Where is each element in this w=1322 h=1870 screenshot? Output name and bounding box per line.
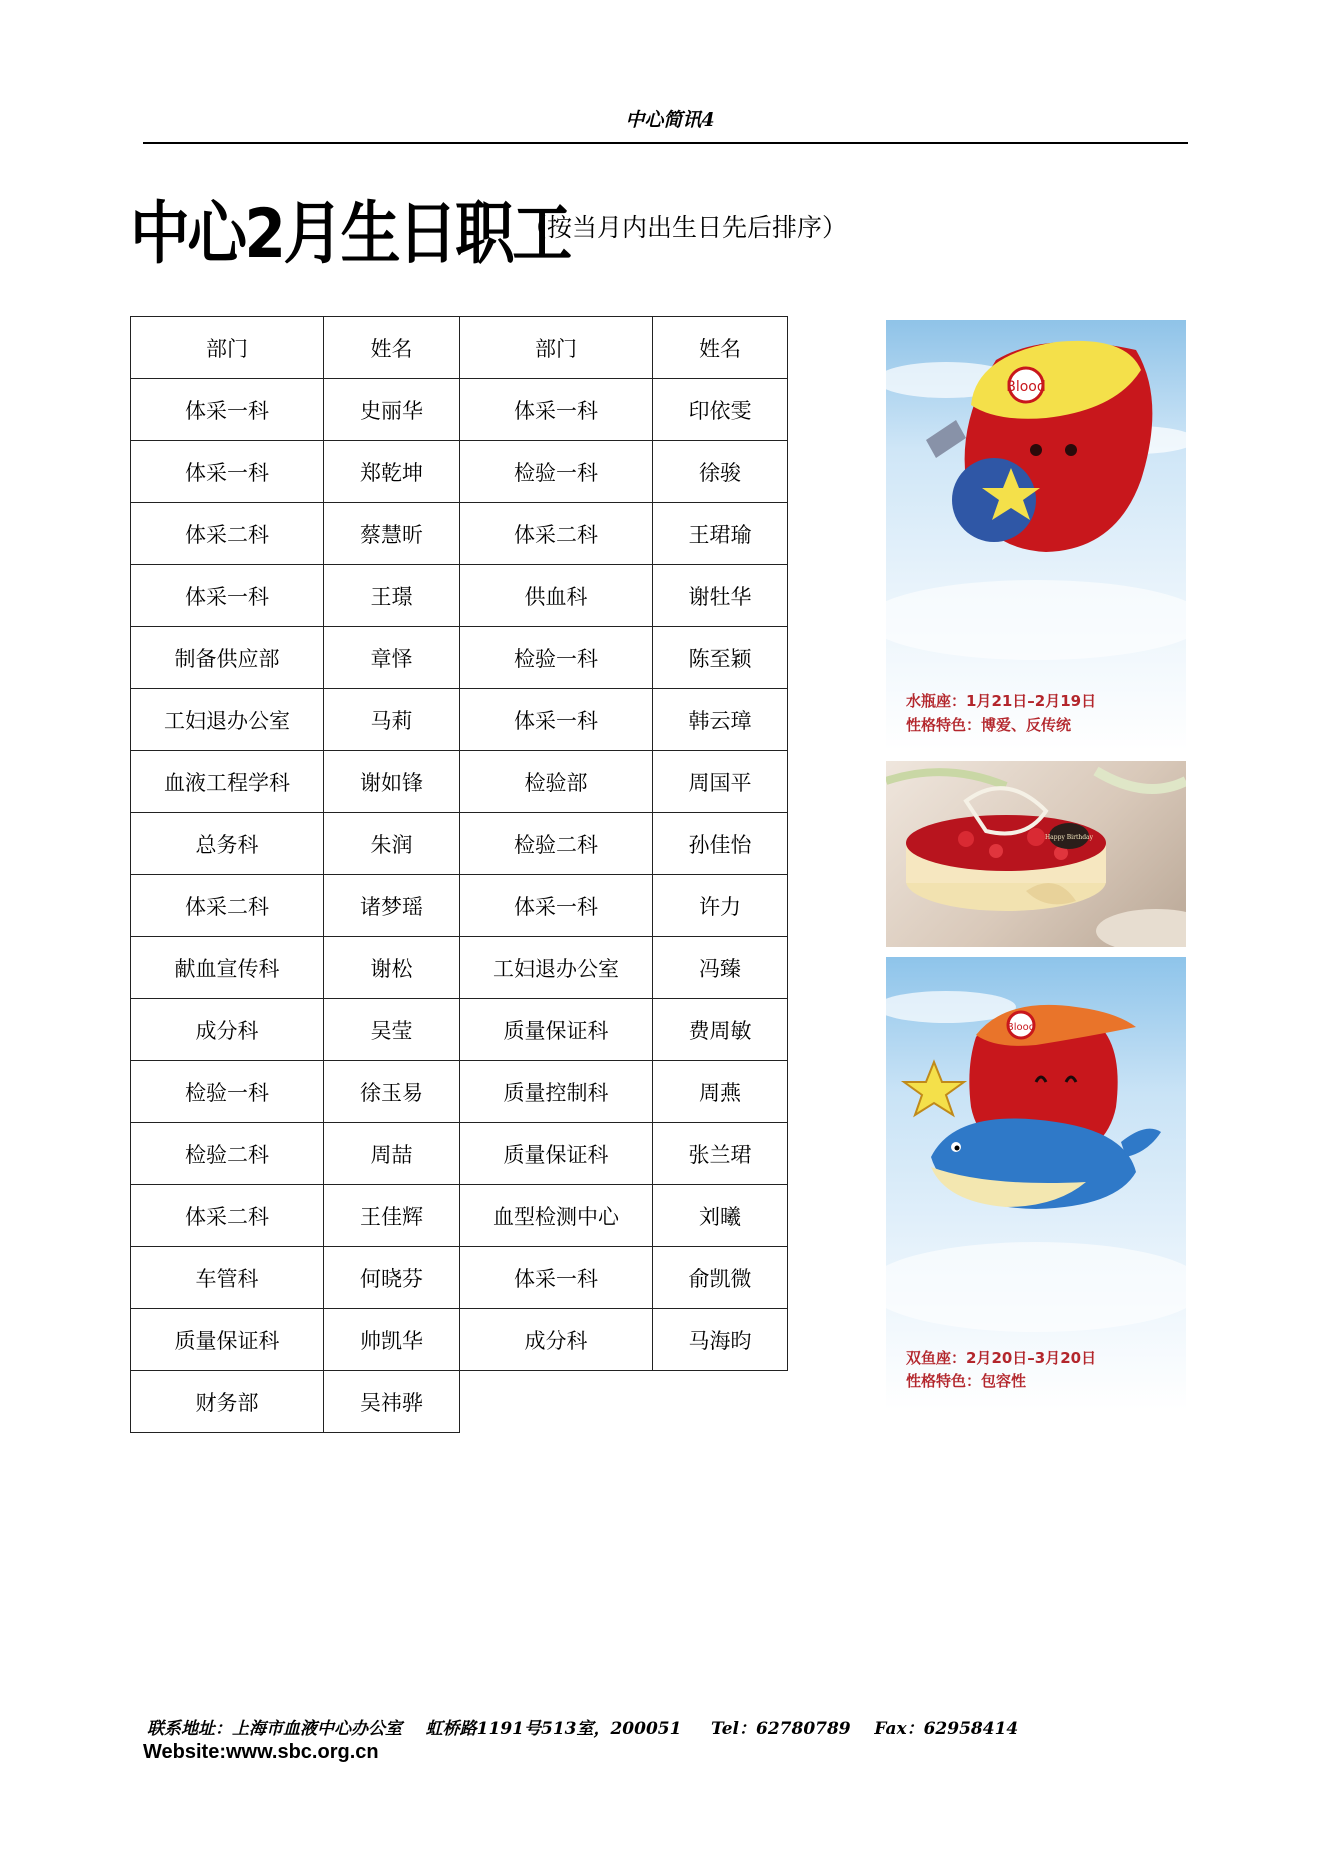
department-cell: 体采二科 (460, 503, 653, 565)
department-cell: 检验二科 (131, 1123, 324, 1185)
employee-name-cell: 冯臻 (653, 937, 788, 999)
department-cell: 质量保证科 (460, 999, 653, 1061)
birthday-table (130, 316, 788, 1433)
employee-name-cell: 周燕 (653, 1061, 788, 1123)
department-cell: 体采一科 (460, 689, 653, 751)
table-row (131, 1309, 788, 1371)
department-cell: 工妇退办公室 (131, 689, 324, 751)
aquarius-panel (886, 320, 1186, 751)
employee-name-cell: 印依雯 (653, 379, 788, 441)
employee-name-cell: 张兰珺 (653, 1123, 788, 1185)
table-row (131, 813, 788, 875)
employee-name-cell: 吴祎骅 (324, 1371, 460, 1433)
employee-name-cell: 谢松 (324, 937, 460, 999)
employee-name-cell: 朱润 (324, 813, 460, 875)
department-cell: 成分科 (460, 1309, 653, 1371)
newsletter-title: 中心简讯4 (625, 109, 715, 131)
department-cell: 工妇退办公室 (460, 937, 653, 999)
department-cell: 体采二科 (131, 503, 324, 565)
pisces-mascot-image (886, 957, 1186, 1410)
department-cell: 体采二科 (131, 1185, 324, 1247)
aquarius-dates: 水瓶座：1月21日–2月19日 (906, 692, 1097, 710)
department-cell: 检验一科 (460, 627, 653, 689)
page-title: 中心2月生日职工 (130, 195, 570, 274)
employee-name-cell: 韩云璋 (653, 689, 788, 751)
pisces-badge-text: Blood (1006, 1022, 1036, 1033)
department-cell: 总务科 (131, 813, 324, 875)
table-row (131, 875, 788, 937)
table-row (131, 1061, 788, 1123)
department-cell: 车管科 (131, 1247, 324, 1309)
department-cell: 体采一科 (460, 1247, 653, 1309)
employee-name-cell: 陈至颖 (653, 627, 788, 689)
employee-name-cell: 何晓芬 (324, 1247, 460, 1309)
employee-name-cell: 徐骏 (653, 441, 788, 503)
table-row (131, 937, 788, 999)
aquarius-mascot-image (886, 320, 1186, 751)
employee-name-cell: 史丽华 (324, 379, 460, 441)
header-name: 姓名 (653, 317, 788, 379)
website-link[interactable]: Website:www.sbc.org.cn (143, 1741, 379, 1763)
birthday-cake-image (886, 761, 1186, 947)
employee-name-cell: 谢如锋 (324, 751, 460, 813)
department-cell: 检验部 (460, 751, 653, 813)
department-cell: 体采一科 (131, 441, 324, 503)
pisces-dates: 双鱼座：2月20日–3月20日 (906, 1349, 1097, 1367)
department-cell: 检验一科 (131, 1061, 324, 1123)
aquarius-badge-text: Blood (1006, 379, 1046, 395)
employee-name-cell: 马海昀 (653, 1309, 788, 1371)
employee-name-cell: 俞凯微 (653, 1247, 788, 1309)
employee-name-cell: 诸梦瑶 (324, 875, 460, 937)
employee-name-cell: 章怿 (324, 627, 460, 689)
department-cell: 供血科 (460, 565, 653, 627)
birthday-cake-panel (886, 761, 1186, 947)
table-row (131, 627, 788, 689)
department-cell: 质量保证科 (460, 1123, 653, 1185)
table-row (131, 379, 788, 441)
header-name: 姓名 (324, 317, 460, 379)
department-cell: 财务部 (131, 1371, 324, 1433)
header-department: 部门 (131, 317, 324, 379)
cake-topper-text: Happy Birthday (1044, 834, 1094, 841)
pisces-panel (886, 957, 1186, 1410)
employee-name-cell: 帅凯华 (324, 1309, 460, 1371)
department-cell: 体采一科 (460, 875, 653, 937)
employee-name-cell: 周国平 (653, 751, 788, 813)
table-header-row (131, 317, 788, 379)
employee-name-cell: 王珺瑜 (653, 503, 788, 565)
table-row (131, 1185, 788, 1247)
department-cell: 血液工程学科 (131, 751, 324, 813)
table-row (131, 999, 788, 1061)
department-cell: 质量控制科 (460, 1061, 653, 1123)
employee-name-cell: 吴莹 (324, 999, 460, 1061)
department-cell: 体采一科 (131, 565, 324, 627)
empty-cell (460, 1371, 653, 1433)
employee-name-cell: 王佳辉 (324, 1185, 460, 1247)
employee-name-cell: 王璟 (324, 565, 460, 627)
employee-name-cell: 谢牡华 (653, 565, 788, 627)
department-cell: 检验二科 (460, 813, 653, 875)
table-row (131, 441, 788, 503)
table-row (131, 503, 788, 565)
department-cell: 成分科 (131, 999, 324, 1061)
header-department: 部门 (460, 317, 653, 379)
department-cell: 血型检测中心 (460, 1185, 653, 1247)
pisces-trait: 性格特色：包容性 (906, 1372, 1027, 1390)
employee-name-cell: 许力 (653, 875, 788, 937)
table-row (131, 565, 788, 627)
employee-name-cell: 蔡慧昕 (324, 503, 460, 565)
page-subtitle: （按当月内出生日先后排序） (522, 213, 848, 242)
department-cell: 制备供应部 (131, 627, 324, 689)
employee-name-cell: 孙佳怡 (653, 813, 788, 875)
employee-name-cell: 马莉 (324, 689, 460, 751)
department-cell: 体采二科 (131, 875, 324, 937)
department-cell: 质量保证科 (131, 1309, 324, 1371)
employee-name-cell: 郑乾坤 (324, 441, 460, 503)
header-divider (143, 142, 1188, 144)
employee-name-cell: 费周敏 (653, 999, 788, 1061)
department-cell: 体采一科 (460, 379, 653, 441)
employee-name-cell: 周喆 (324, 1123, 460, 1185)
employee-name-cell: 刘曦 (653, 1185, 788, 1247)
table-row (131, 1247, 788, 1309)
employee-name-cell: 徐玉易 (324, 1061, 460, 1123)
table-row (131, 1123, 788, 1185)
contact-address: 联系地址：上海市血液中心办公室 虹桥路1191号513室，200051 Tel：62780789 Fax：62958414 (147, 1719, 1019, 1739)
department-cell: 检验一科 (460, 441, 653, 503)
table-row (131, 1371, 788, 1433)
empty-cell (653, 1371, 788, 1433)
table-row (131, 751, 788, 813)
table-row (131, 689, 788, 751)
aquarius-trait: 性格特色：博爱、反传统 (906, 716, 1072, 734)
department-cell: 献血宣传科 (131, 937, 324, 999)
department-cell: 体采一科 (131, 379, 324, 441)
